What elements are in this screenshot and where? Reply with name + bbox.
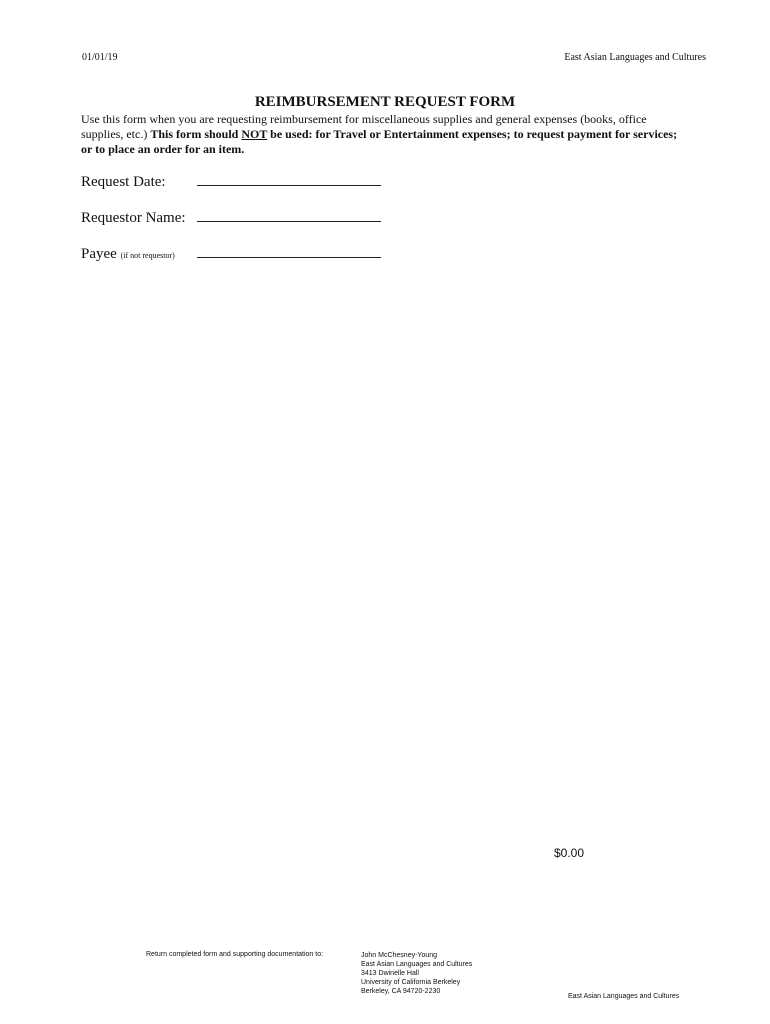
header-date: 01/01/19 <box>82 52 118 63</box>
payee-label-group <box>81 246 193 263</box>
intro-warning-not: NOT <box>241 127 268 141</box>
address-line: University of California Berkeley <box>361 979 461 986</box>
intro-warning <box>81 127 677 156</box>
request-date-label: Request Date: <box>81 174 166 190</box>
intro-paragraph <box>81 112 691 157</box>
payee-note: (if not requestor) <box>120 251 175 260</box>
requestor-name-line[interactable] <box>197 220 381 222</box>
address-line: John McChesney-Young <box>361 952 438 959</box>
intro-plain-text: Use this form when you are requesting reimbursement for miscellaneous supplies and general expenses (books, office supplies, etc.) <box>81 112 647 141</box>
request-date-row <box>81 174 381 191</box>
header-department: East Asian Languages and Cultures <box>564 52 706 63</box>
payee-label: Payee <box>81 246 117 262</box>
requestor-name-label: Requestor Name: <box>81 210 186 226</box>
payee-line[interactable] <box>197 256 381 258</box>
form-title: REIMBURSEMENT REQUEST FORM <box>254 94 516 110</box>
intro-warning-end: be used: for Travel or Entertainment expenses; to request payment for services; or to place an order for an item. <box>81 127 678 156</box>
total-amount: $0.00 <box>554 846 585 860</box>
address-line: East Asian Languages and Cultures <box>361 961 473 968</box>
footer-department: East Asian Languages and Cultures <box>568 993 680 1000</box>
payee-row <box>81 246 381 263</box>
requestor-name-row <box>81 210 381 227</box>
address-line: Berkeley, CA 94720-2230 <box>361 988 441 995</box>
intro-warning-start: This form should <box>150 127 242 141</box>
return-address <box>361 951 472 996</box>
address-line: 3413 Dwinelle Hall <box>361 970 419 977</box>
request-date-line[interactable] <box>197 184 381 186</box>
return-instructions: Return completed form and supporting documentation to: <box>146 951 324 958</box>
